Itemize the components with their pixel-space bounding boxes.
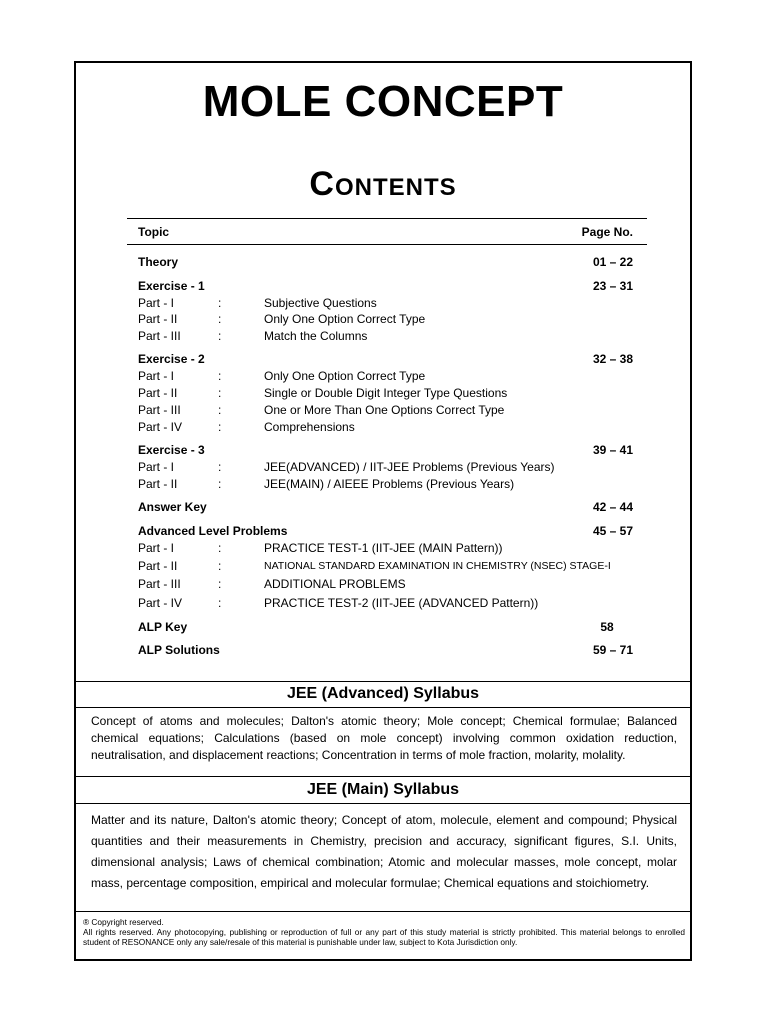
toc-answer-key-label: Answer Key (138, 500, 207, 514)
toc-part-row (138, 402, 643, 418)
section-divider (76, 707, 690, 708)
contents-heading (76, 165, 690, 204)
toc-alp-key-label: ALP Key (138, 620, 188, 634)
toc-exercise2-pages: 32 – 38 (592, 352, 633, 366)
toc-part-separator: : (218, 541, 222, 555)
toc-theory-row (138, 254, 643, 270)
toc-part-description: Comprehensions (264, 420, 355, 434)
toc-part-description: One or More Than One Options Correct Type (264, 403, 505, 417)
toc-part-row (138, 595, 643, 611)
document-frame (74, 61, 692, 961)
toc-part-label: Part - II (138, 559, 178, 573)
jee-advanced-heading: JEE (Advanced) Syllabus (286, 685, 480, 702)
toc-header-rule (127, 244, 647, 245)
toc-alp-key-row (138, 619, 643, 635)
toc-part-row (138, 576, 643, 592)
toc-part-description: NATIONAL STANDARD EXAMINATION IN CHEMISTRY (NSEC) STAGE-I (264, 560, 611, 572)
toc-header-page: Page No. (581, 225, 633, 239)
toc-part-description: Single or Double Digit Integer Type Questions (264, 386, 508, 400)
toc-exercise2-label: Exercise - 2 (138, 352, 205, 366)
document-title: MOLE CONCEPT (202, 77, 564, 126)
toc-exercise2-row (138, 351, 643, 367)
toc-part-description: Only One Option Correct Type (264, 312, 426, 326)
toc-part-label: Part - II (138, 312, 178, 326)
toc-part-separator: : (218, 312, 222, 326)
toc-part-row (138, 540, 643, 556)
toc-part-description: JEE(MAIN) / AIEEE Problems (Previous Years) (264, 477, 515, 491)
copyright-notice (83, 917, 685, 947)
copyright-line: ® Copyright reserved. (83, 917, 164, 927)
toc-part-label: Part - I (138, 369, 175, 383)
toc-part-label: Part - I (138, 541, 175, 555)
toc-exercise3-pages: 39 – 41 (592, 443, 633, 457)
toc-part-row (138, 419, 643, 435)
toc-part-row (138, 459, 643, 475)
toc-part-description: PRACTICE TEST-2 (IIT-JEE (ADVANCED Pattern)) (264, 596, 539, 610)
toc-exercise1-pages: 23 – 31 (592, 279, 633, 293)
toc-part-description: JEE(ADVANCED) / IIT-JEE Problems (Previous Years) (264, 460, 555, 474)
toc-part-separator: : (218, 477, 222, 491)
section-divider (76, 776, 690, 777)
jee-main-heading: JEE (Main) Syllabus (306, 781, 460, 798)
toc-part-label: Part - II (138, 386, 178, 400)
toc-alp-row (138, 523, 643, 539)
toc-exercise3-row (138, 442, 643, 458)
toc-part-separator: : (218, 369, 222, 383)
toc-top-rule (127, 218, 647, 219)
toc-part-row (138, 368, 643, 384)
toc-part-label: Part - IV (138, 596, 183, 610)
toc-alp-label: Advanced Level Problems (138, 524, 288, 538)
toc-part-separator: : (218, 386, 222, 400)
toc-part-separator: : (218, 403, 222, 417)
jee-advanced-syllabus-text: Concept of atoms and molecules; Dalton's atomic theory; Mole concept; Chemical formulae; Balanced chemical equations; Calculations (based on mole concept) involving common oxidation reduction, neutralisation, and displacement reactions; Concentration in terms of mole fraction, molarity, molality. (91, 714, 677, 762)
toc-part-label: Part - I (138, 460, 175, 474)
toc-theory-label: Theory (138, 255, 179, 269)
toc-part-row (138, 558, 643, 574)
toc-alp-pages: 45 – 57 (592, 524, 633, 538)
toc-part-label: Part - III (138, 329, 181, 343)
toc-part-row (138, 311, 643, 327)
toc-exercise3-label: Exercise - 3 (138, 443, 205, 457)
toc-part-row (138, 385, 643, 401)
toc-alp-solutions-label: ALP Solutions (138, 643, 220, 657)
toc-part-label: Part - IV (138, 420, 183, 434)
toc-part-separator: : (218, 559, 222, 573)
toc-part-separator: : (218, 460, 222, 474)
toc-exercise1-label: Exercise - 1 (138, 279, 205, 293)
toc-part-row (138, 295, 643, 311)
toc-exercise1-row (138, 278, 643, 294)
jee-main-syllabus-text: Matter and its nature, Dalton's atomic theory; Concept of atom, molecule, element and compound; Physical quantities and their measurements in Chemistry, precision and accuracy, significant figures, S.I. Units, dimensional analysis; Laws of chemical combination; Atomic and molecular masses, mole concept, molar mass, percentage composition, empirical and molecular formulae; Chemical equations and stoichiometry. (91, 813, 677, 890)
toc-part-description: Subjective Questions (264, 296, 377, 310)
toc-part-label: Part - I (138, 296, 175, 310)
toc-part-separator: : (218, 329, 222, 343)
toc-part-label: Part - III (138, 577, 181, 591)
toc-header-row (138, 224, 643, 240)
toc-alp-key-pages: 58 (600, 620, 614, 634)
toc-theory-pages: 01 – 22 (592, 255, 633, 269)
toc-part-label: Part - III (138, 403, 181, 417)
toc-header-topic: Topic (138, 225, 170, 239)
contents-heading-initial: C (309, 165, 335, 203)
contents-heading-rest: ONTENTS (334, 174, 457, 201)
copyright-text: All rights reserved. Any photocopying, publishing or reproduction of full or any part of this study material is strictly prohibited. This material belongs to enrolled student of RESONANCE only any sale/resale of this material is punishable under law, subject to Kota Jurisdiction only. (83, 927, 685, 947)
toc-part-label: Part - II (138, 477, 178, 491)
toc-part-description: PRACTICE TEST-1 (IIT-JEE (MAIN Pattern)) (264, 541, 503, 555)
toc-part-description: ADDITIONAL PROBLEMS (264, 577, 406, 591)
toc-answer-key-row (138, 499, 643, 515)
toc-part-description: Only One Option Correct Type (264, 369, 426, 383)
toc-part-separator: : (218, 296, 222, 310)
toc-alp-solutions-row (138, 642, 643, 658)
toc-part-row (138, 328, 643, 344)
toc-part-description: Match the Columns (264, 329, 368, 343)
toc-part-row (138, 476, 643, 492)
toc-part-separator: : (218, 596, 222, 610)
section-divider (76, 911, 690, 912)
toc-answer-key-pages: 42 – 44 (592, 500, 633, 514)
toc-part-separator: : (218, 577, 222, 591)
section-divider (76, 803, 690, 804)
section-divider (76, 681, 690, 682)
toc-alp-solutions-pages: 59 – 71 (592, 643, 633, 657)
toc-part-separator: : (218, 420, 222, 434)
